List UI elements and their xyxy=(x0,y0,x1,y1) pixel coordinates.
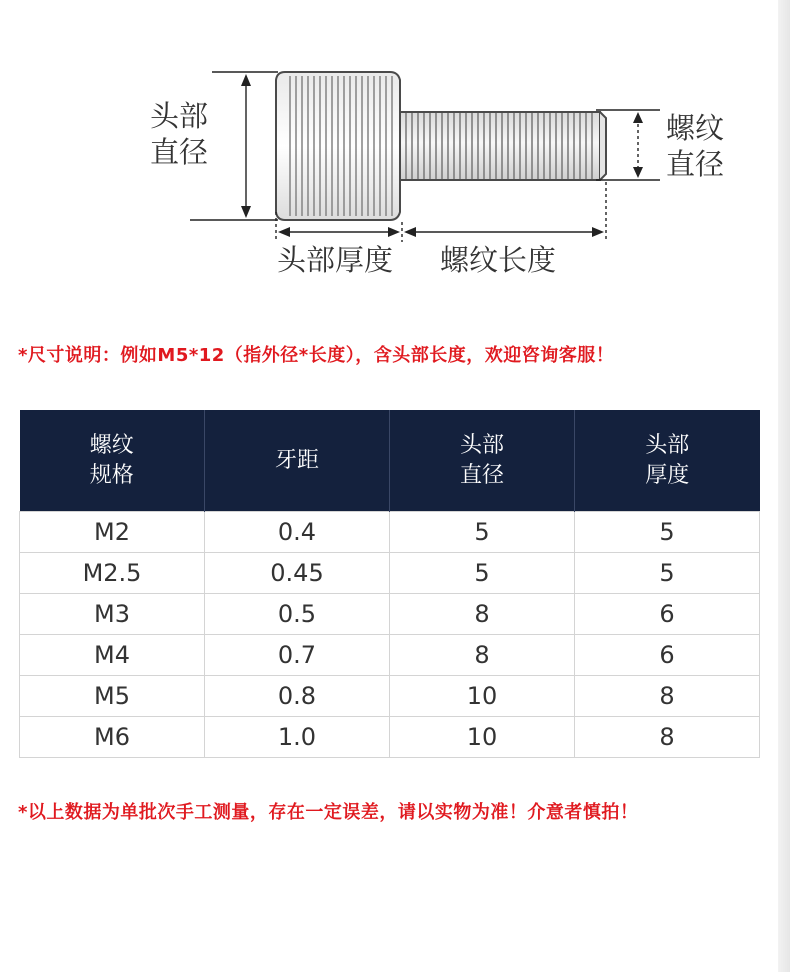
table-row xyxy=(20,512,760,553)
head-thickness-label: 头部厚度 xyxy=(277,243,394,277)
cell-head-diameter: 8 xyxy=(390,635,575,676)
table-row xyxy=(20,594,760,635)
cell-head-diameter: 8 xyxy=(390,594,575,635)
screw-diagram xyxy=(0,0,790,300)
cell-thread-spec: M2.5 xyxy=(20,553,205,594)
cell-head-diameter: 5 xyxy=(390,512,575,553)
cell-thread-spec: M4 xyxy=(20,635,205,676)
cell-pitch: 0.5 xyxy=(205,594,390,635)
table-row xyxy=(20,553,760,594)
header-head-thickness: 头部 厚度 xyxy=(575,410,760,512)
spec-table xyxy=(19,410,760,758)
cell-head-thickness: 6 xyxy=(575,594,760,635)
cell-thread-spec: M3 xyxy=(20,594,205,635)
thread-diameter-label: 螺纹 直径 xyxy=(666,111,725,181)
head-diameter-label: 头部 直径 xyxy=(150,99,209,169)
cell-head-thickness: 5 xyxy=(575,512,760,553)
header-head-diameter: 头部 直径 xyxy=(390,410,575,512)
cell-head-diameter: 10 xyxy=(390,676,575,717)
screw-thread xyxy=(400,112,606,180)
table-row xyxy=(20,717,760,758)
cell-pitch: 0.4 xyxy=(205,512,390,553)
cell-head-thickness: 8 xyxy=(575,676,760,717)
measurement-disclaimer-note: *以上数据为单批次手工测量，存在一定误差，请以实物为准！介意者慎拍！ xyxy=(18,802,639,823)
cell-pitch: 0.45 xyxy=(205,553,390,594)
table-header-row xyxy=(20,410,760,512)
cell-thread-spec: M6 xyxy=(20,717,205,758)
size-explanation-note: *尺寸说明：例如M5*12（指外径*长度），含头部长度，欢迎咨询客服！ xyxy=(18,345,615,366)
header-pitch: 牙距 xyxy=(205,410,390,512)
cell-head-diameter: 10 xyxy=(390,717,575,758)
header-thread-spec: 螺纹 规格 xyxy=(20,410,205,512)
cell-head-thickness: 5 xyxy=(575,553,760,594)
cell-head-thickness: 6 xyxy=(575,635,760,676)
table-row xyxy=(20,635,760,676)
cell-thread-spec: M5 xyxy=(20,676,205,717)
cell-thread-spec: M2 xyxy=(20,512,205,553)
cell-pitch: 0.7 xyxy=(205,635,390,676)
screw-head xyxy=(276,72,400,220)
cell-pitch: 1.0 xyxy=(205,717,390,758)
table-row xyxy=(20,676,760,717)
cell-head-thickness: 8 xyxy=(575,717,760,758)
thread-length-label: 螺纹长度 xyxy=(440,243,557,277)
cell-pitch: 0.8 xyxy=(205,676,390,717)
cell-head-diameter: 5 xyxy=(390,553,575,594)
